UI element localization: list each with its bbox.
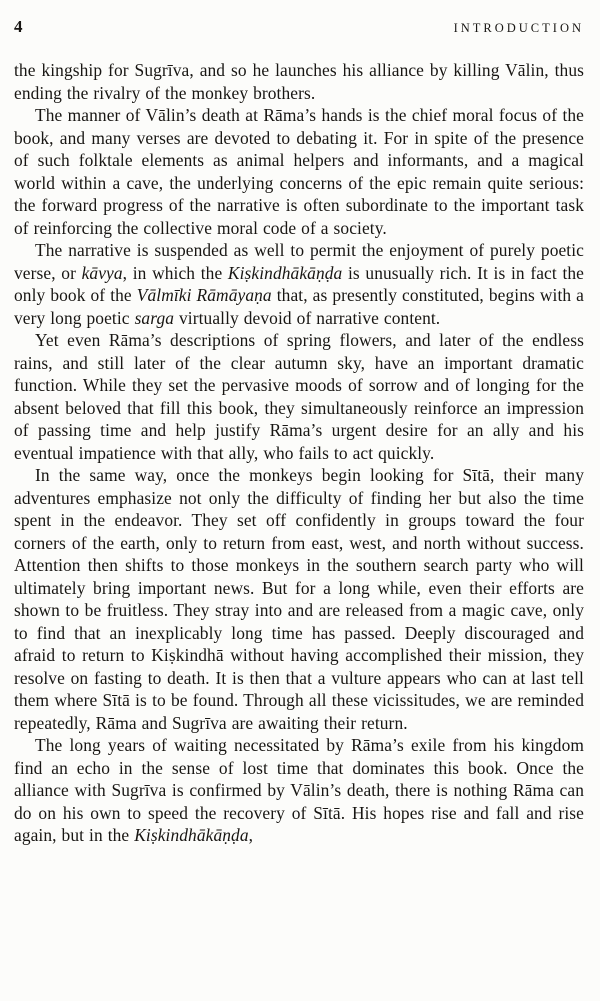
italic-term: kāvya [81,262,123,283]
paragraph: Yet even Rāma’s descriptions of spring flowers, and later of the endless rains, and still later of the clear autumn sky, have an important dramatic function. While they set the pervasive moods of sorrow and of longing for the absent beloved that fill this book, they simultaneously reinforce an impression of passing time and help justify Rāma’s urgent desire for an ally and his eventual impatience with that ally, who fails to act quickly. [14,330,584,463]
paragraph: The narrative is suspended as well to permit the enjoyment of purely poetic verse, or kāvya, in which the Kiṣkindhākāṇḍa is unusually rich. It is in fact the only book of the Vālmīki Rāmāyaṇa that, as presently constituted, begins with a very long poetic sarga virtually devoid of narrative content. [14,240,584,328]
paragraph: In the same way, once the monkeys begin looking for Sītā, their many adventures emphasize not only the difficulty of finding her but also the time spent in the endeavor. They set off confidently in groups toward the four corners of the earth, only to return from east, west, and north without success. Attention then shifts to those monkeys in the southern search party who will ultimately bring important news. But for a long while, even their efforts are shown to be fruitless. They stray into and are released from a magic cave, only to find that an inexplicably long time has passed. Deeply discouraged and afraid to return to Kiṣkindhā without having accomplished their mission, they resolve on fasting to death. It is then that a vulture appears who can at last tell them where Sītā is to be found. Through all these vicissitudes, we are reminded repeatedly, Rāma and Sugrīva are awaiting their return. [14,465,584,733]
page-number: 4 [14,17,23,36]
running-title: INTRODUCTION [453,21,584,35]
italic-term: Kiṣkindhākāṇḍa [227,262,343,283]
paragraph: The manner of Vālin’s death at Rāma’s hands is the chief moral focus of the book, and many verses are devoted to debating it. For in spite of the presence of such folktale elements as animal helpers and informants, and a magical world within a cave, the underlying concerns of the epic remain quite serious: the forward progress of the narrative is often subordinate to the important task of reinforcing the collective moral code of a society. [14,105,584,238]
paragraph: The long years of waiting necessitated by Rāma’s exile from his kingdom find an echo in the sense of lost time that dominates this book. Once the alliance with Sugrīva is confirmed by Vālin’s death, there is nothing Rāma can do on his own to speed the recovery of Sītā. His hopes rise and fall and rise again, but in the Kiṣkindhākāṇḍa, [14,735,584,845]
running-head [14,17,584,37]
body-text [14,59,584,1001]
paragraph: the kingship for Sugrīva, and so he launches his alliance by killing Vālin, thus ending the rivalry of the monkey brothers. [14,60,584,103]
italic-term: Vālmīki Rāmāyaṇa [136,285,272,305]
italic-term: Kiṣkindhākāṇḍa [134,825,249,845]
italic-term: sarga [134,307,175,328]
